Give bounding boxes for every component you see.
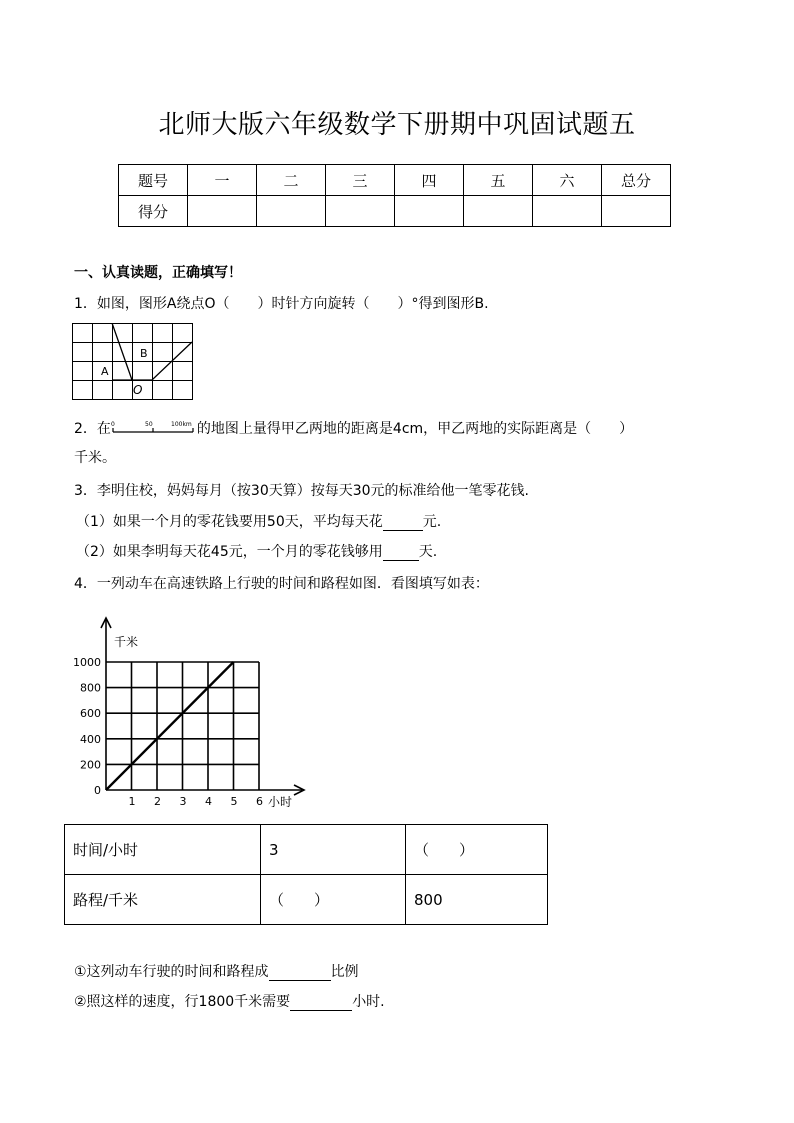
score-row-label: 得分 bbox=[119, 196, 188, 227]
y-tick-label: 600 bbox=[80, 707, 101, 721]
point-o-label: O bbox=[133, 383, 143, 397]
scale-label-0: 0 bbox=[110, 421, 115, 428]
score-table bbox=[118, 164, 671, 227]
score-cell[interactable] bbox=[188, 196, 257, 227]
answer-blank[interactable] bbox=[383, 544, 419, 561]
question-2-line-1 bbox=[74, 418, 633, 438]
y-tick-label: 200 bbox=[80, 758, 101, 772]
score-header-cell: 三 bbox=[326, 165, 395, 196]
question-3-sub-2 bbox=[76, 541, 437, 561]
question-4-sub-1-text: ①这列动车行驶的时间和路程成 bbox=[74, 964, 269, 980]
score-cell[interactable] bbox=[326, 196, 395, 227]
series-line bbox=[106, 662, 234, 790]
question-3-sub-1 bbox=[76, 511, 441, 531]
score-cell[interactable] bbox=[464, 196, 533, 227]
table-cell: （ ） bbox=[261, 875, 406, 925]
y-tick-label: 0 bbox=[94, 784, 101, 797]
rotation-figure bbox=[72, 323, 196, 403]
question-4-sub-2 bbox=[74, 991, 385, 1011]
score-header-cell: 题号 bbox=[119, 165, 188, 196]
y-tick-label: 400 bbox=[80, 732, 101, 746]
y-tick-label: 1000 bbox=[73, 656, 101, 669]
shape-b-label: B bbox=[140, 347, 148, 360]
time-distance-table bbox=[64, 824, 548, 925]
answer-blank[interactable] bbox=[269, 964, 331, 981]
question-4-sub-2-unit: 小时. bbox=[352, 994, 385, 1010]
section1-heading: 一、认真读题，正确填写！ bbox=[74, 265, 242, 281]
x-tick-label: 5 bbox=[230, 795, 238, 808]
question-3-text: 3．李明住校，妈妈每月（按30天算）按每天30元的标准给他一笔零花钱. bbox=[74, 483, 529, 499]
score-header-cell: 二 bbox=[257, 165, 326, 196]
table-cell: 时间/小时 bbox=[65, 825, 261, 875]
score-table-header-row bbox=[119, 165, 671, 196]
x-tick-label: 1 bbox=[128, 795, 136, 808]
table-cell: 3 bbox=[261, 825, 406, 875]
table-row bbox=[65, 825, 548, 875]
score-header-cell: 六 bbox=[533, 165, 602, 196]
question-3-sub-2-unit: 天. bbox=[418, 544, 438, 560]
question-3-sub-1-text: （1）如果一个月的零花钱要用50天，平均每天花 bbox=[76, 514, 383, 530]
question-2-line-2: 千米。 bbox=[74, 450, 116, 466]
score-header-cell: 四 bbox=[395, 165, 464, 196]
question-2-pre: 2．在 bbox=[74, 421, 111, 437]
scale-bar bbox=[111, 421, 197, 435]
score-cell[interactable] bbox=[395, 196, 464, 227]
scale-label-100km: 100km bbox=[170, 421, 192, 428]
table-cell: 路程/千米 bbox=[65, 875, 261, 925]
answer-blank[interactable] bbox=[290, 994, 352, 1011]
x-tick-label: 3 bbox=[179, 795, 187, 808]
question-3-sub-1-unit: 元. bbox=[422, 514, 442, 530]
score-header-cell: 一 bbox=[188, 165, 257, 196]
question-4-sub-1-unit: 比例 bbox=[330, 964, 359, 980]
score-header-cell: 五 bbox=[464, 165, 533, 196]
x-tick-label: 2 bbox=[154, 795, 161, 808]
question-2-post: 的地图上量得甲乙两地的距离是4cm，甲乙两地的实际距离是（ ） bbox=[196, 421, 634, 437]
score-header-cell: 总分 bbox=[602, 165, 671, 196]
score-cell[interactable] bbox=[257, 196, 326, 227]
question-4-sub-2-text: ②照这样的速度，行1800千米需要 bbox=[74, 994, 291, 1010]
question-4-text: 4．一列动车在高速铁路上行驶的时间和路程如图．看图填写如表： bbox=[74, 576, 489, 592]
answer-blank[interactable] bbox=[383, 514, 423, 531]
y-axis-label: 千米 bbox=[114, 635, 139, 649]
y-tick-label: 800 bbox=[80, 681, 101, 695]
table-cell: 800 bbox=[406, 875, 548, 925]
question-3-sub-2-text: （2）如果李明每天花45元，一个月的零花钱够用 bbox=[76, 544, 383, 560]
x-tick-label: 6 bbox=[256, 795, 263, 808]
table-row bbox=[65, 875, 548, 925]
x-axis-label: 小时 bbox=[268, 795, 293, 809]
score-cell[interactable] bbox=[533, 196, 602, 227]
table-cell: （ ） bbox=[406, 825, 548, 875]
distance-time-chart bbox=[62, 612, 312, 812]
score-cell[interactable] bbox=[602, 196, 671, 227]
score-table-score-row bbox=[119, 196, 671, 227]
scale-label-50: 50 bbox=[144, 421, 153, 428]
question-1-text: 1．如图，图形A绕点O（ ）时针方向旋转（ ）°得到图形B. bbox=[74, 296, 489, 312]
page-title: 北师大版六年级数学下册期中巩固试题五 bbox=[158, 110, 636, 140]
x-tick-label: 4 bbox=[205, 795, 212, 808]
shape-a-label: A bbox=[101, 365, 109, 378]
question-4-sub-1 bbox=[74, 961, 359, 981]
